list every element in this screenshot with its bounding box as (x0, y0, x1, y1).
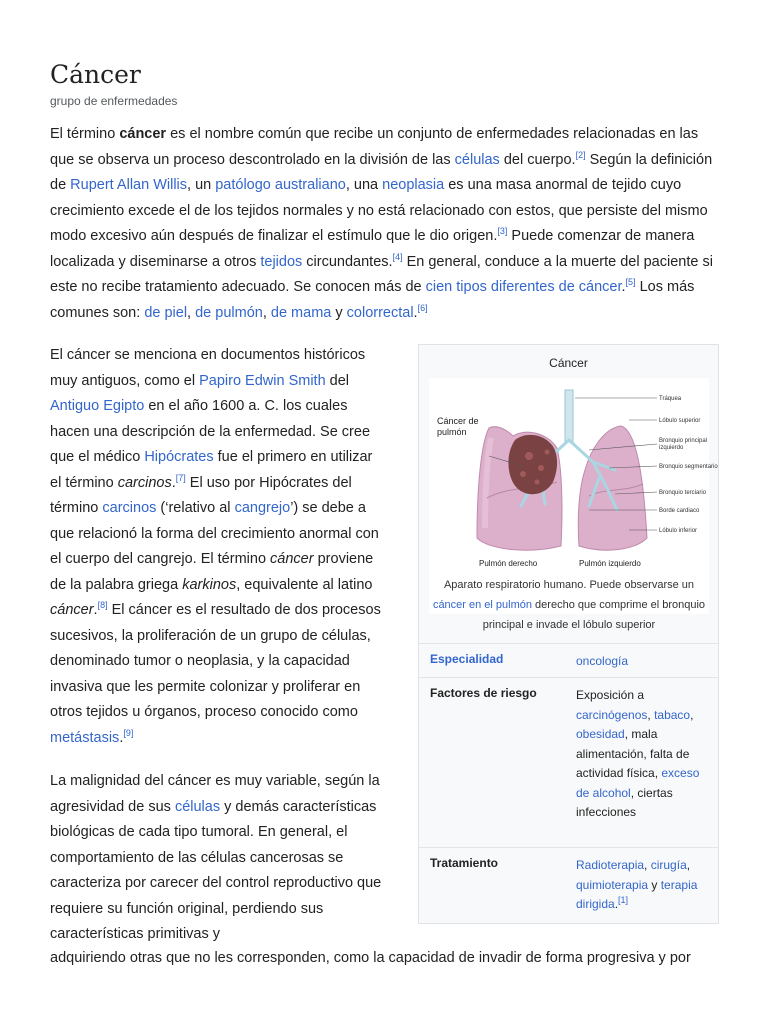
link-radioterapia[interactable]: Radioterapia (576, 858, 645, 872)
ref-1[interactable]: [1] (618, 895, 629, 905)
ref-2[interactable]: [2] (575, 149, 586, 160)
label-tumor-line2: pulmón (437, 427, 467, 437)
text: (‘relativo al (156, 500, 235, 516)
specialty-label[interactable]: Especialidad (430, 652, 504, 666)
label-right-lung: Pulmón derecho (479, 559, 538, 568)
ref-9[interactable]: [9] (123, 727, 134, 738)
infobox-row-treatment (419, 847, 718, 922)
text: , (686, 858, 691, 872)
label-segmental-bronchus: Bronquio segmentario (659, 464, 718, 470)
italic-term: carcinos (117, 474, 172, 491)
text: . (413, 304, 418, 321)
text: proviene de la palabra griega (50, 551, 374, 593)
text: , (644, 858, 651, 872)
link-metastasis[interactable]: metástasis (50, 729, 120, 746)
text: , (647, 707, 655, 722)
link-obesidad[interactable]: obesidad (576, 727, 625, 741)
text: es una masa anormal de tejido cuyo crecimiento excede el de los tejidos normales y no está relacionado con estos, que persiste del mismo modo excesivo aún después de finalizar el estímulo que le dio origen. (50, 177, 708, 244)
link-oncologia[interactable]: oncología (576, 654, 629, 668)
label-main-bronchus-2: izquierdo (659, 445, 684, 451)
text: El cáncer es el resultado de dos procesos sucesivos, la proliferación de un grupo de células, denominado tumor o neoplasia, y la capacidad invasiva que les permite colonizar y proliferar en otros tejidos u órganos, proceso conocido como (50, 602, 381, 720)
bold-term: cáncer (119, 126, 167, 142)
label-main-bronchus-1: Bronquio principal (659, 438, 708, 444)
label-upper-lobe: Lóbulo superior (659, 418, 701, 424)
text: . (93, 602, 98, 618)
text: fue el primero en utilizar el término (50, 449, 373, 491)
text: , ciertas infecciones (576, 785, 673, 819)
link-terapia-dirigida[interactable]: terapia dirigida (576, 877, 698, 911)
link-antiguo-egipto[interactable]: Antiguo Egipto (50, 398, 145, 414)
text: . (119, 729, 124, 746)
link-cirugia[interactable]: cirugía (650, 858, 687, 872)
link-cien-tipos[interactable]: cien tipos diferentes de cáncer (425, 279, 622, 295)
text: , (690, 707, 694, 722)
infobox-caption (431, 575, 707, 635)
paragraph-history (50, 343, 386, 751)
text: y (331, 304, 347, 321)
link-de-piel[interactable]: de piel (144, 304, 188, 321)
ref-8[interactable]: [8] (97, 600, 108, 611)
ref-5[interactable]: [5] (625, 277, 636, 288)
text: en el año 1600 a. C. los cuales hacen una descripción de la enfermedad. Se cree que el médico (50, 398, 371, 465)
italic-term: karkinos (182, 576, 237, 593)
label-lower-lobe: Lóbulo inferior (659, 528, 698, 534)
text: , (187, 304, 196, 321)
ref-3[interactable]: [3] (497, 226, 508, 237)
label-trachea: Tráquea (659, 396, 682, 402)
link-quimioterapia[interactable]: quimioterapia (576, 877, 649, 892)
link-de-mama[interactable]: de mama (270, 304, 332, 321)
left-lung-shape (578, 426, 647, 550)
text: El término (50, 126, 120, 142)
treatment-value (576, 856, 708, 915)
link-celulas-2[interactable]: células (174, 798, 221, 815)
text: Los más comunes son: (50, 279, 695, 321)
text: En general, conduce a la muerte del paciente si este no recibe tratamiento adecuado. Se conocen más de (50, 253, 713, 295)
infobox (418, 344, 719, 924)
text: Según la definición de (50, 151, 713, 193)
link-patologo-australiano[interactable]: patólogo australiano (215, 177, 346, 193)
text: El cáncer se menciona en documentos históricos muy antiguos, como el (50, 347, 366, 389)
page-subtitle: grupo de enfermedades (50, 94, 178, 108)
infobox-title: Cáncer (549, 356, 588, 370)
paragraph-malignancy-continued: adquiriendo otras que no les corresponden, como la capacidad de invadir de forma progresiva y por (50, 950, 691, 966)
text: , una (345, 177, 383, 193)
infobox-row-risk-factors (419, 677, 718, 848)
lung-diagram-svg (429, 378, 718, 568)
text: del cuerpo. (499, 151, 576, 168)
text: Aparato respiratorio humano. Puede observarse un (443, 579, 695, 591)
text: del (325, 372, 350, 389)
link-tejidos[interactable]: tejidos (260, 253, 303, 270)
text: . (621, 279, 626, 295)
link-rupert-allan-willis[interactable]: Rupert Allan Willis (70, 177, 188, 193)
paragraph-malignancy (50, 769, 386, 948)
risk-factors-value (576, 686, 708, 823)
label-left-lung: Pulmón izquierdo (579, 559, 641, 568)
text: , un (187, 177, 216, 193)
link-cancer-en-el-pulmon[interactable]: cáncer en el pulmón (432, 599, 532, 611)
link-colorrectal[interactable]: colorrectal (346, 304, 414, 321)
link-carcinos[interactable]: carcinos (102, 500, 157, 516)
link-papiro-edwin-smith[interactable]: Papiro Edwin Smith (199, 372, 326, 389)
link-exceso-de-alcohol[interactable]: exceso de alcohol (576, 766, 700, 800)
ref-7[interactable]: [7] (175, 472, 186, 483)
text: Puede comenzar de manera localizada y diseminarse a otros (50, 228, 695, 270)
tumor-shape (508, 435, 557, 494)
text: , (262, 304, 271, 321)
text: . (171, 474, 176, 491)
paragraph-intro (50, 122, 714, 326)
link-tabaco[interactable]: tabaco (654, 707, 691, 722)
text: circundantes. (302, 253, 393, 270)
link-de-pulmon[interactable]: de pulmón (195, 304, 263, 321)
text: derecho que comprime el bronquio principal e invade el lóbulo superior (482, 599, 706, 631)
ref-4[interactable]: [4] (392, 251, 403, 262)
page-title: Cáncer (50, 60, 141, 89)
link-celulas[interactable]: células (454, 151, 500, 168)
text: y demás características biológicas de cada tipo tumoral. En general, el comportamiento de las células cancerosas se caracteriza por carecer del control reproductivo que requiere su función original, perdiendo sus características primitivas y (50, 798, 382, 942)
text: La malignidad del cáncer es muy variable, según la agresividad de sus (50, 773, 380, 815)
link-neoplasia[interactable]: neoplasia (382, 177, 445, 193)
italic-term: cáncer (50, 602, 94, 618)
text: y (648, 877, 661, 892)
label-cardiac-border: Borde cardiaco (659, 508, 700, 514)
ref-6[interactable]: [6] (417, 302, 428, 313)
text: Exposición a (576, 688, 645, 702)
text: . (614, 897, 619, 911)
text: ’) se debe a que relacionó la forma del crecimiento anormal con el cuerpo del cangrejo. El término (50, 500, 379, 567)
treatment-label: Tratamiento (430, 856, 499, 870)
italic-term: cáncer (270, 551, 314, 567)
text: , mala alimentación, falta de actividad física, (576, 727, 690, 780)
text: , equivalente al latino (236, 576, 373, 593)
link-carcinogenos[interactable]: carcinógenos (576, 707, 648, 722)
label-tertiary-bronchus: Bronquio terciario (659, 490, 707, 496)
text: El uso por Hipócrates del término (50, 474, 352, 516)
risk-factors-label: Factores de riesgo (430, 686, 537, 700)
text: es el nombre común que recibe un conjunto de enfermedades relacionadas en las que se observa un proceso descontrolado en la división de las (50, 126, 699, 168)
infobox-row-specialty (419, 643, 718, 678)
link-cangrejo[interactable]: cangrejo (234, 500, 291, 516)
label-tumor-line1: Cáncer de (437, 416, 479, 426)
link-hipocrates[interactable]: Hipócrates (144, 449, 214, 465)
